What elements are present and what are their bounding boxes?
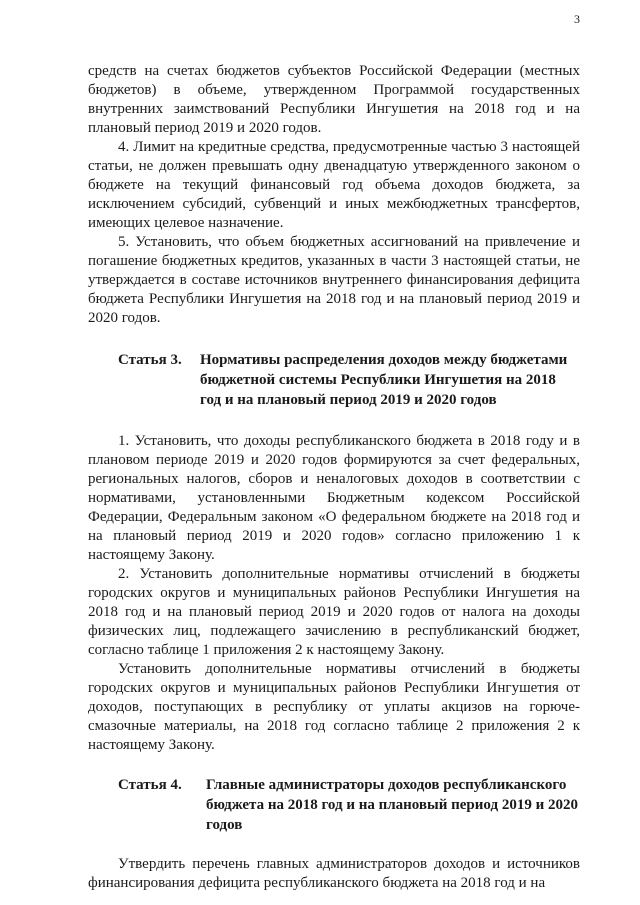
article-3-number: Статья 3.: [118, 352, 182, 368]
article-3-heading: [118, 350, 580, 410]
page-number: 3: [574, 12, 580, 26]
paragraph-item-5: 5. Установить, что объем бюджетных ассигнований на привлечение и погашение бюджетных кредитов, указанных в части 3 настоящей статьи, не утверждается в составе источников внутреннего финансирования дефицита бюджета Республики Ингушетия на 2018 год и на плановый период 2019 и 2020 годов.: [88, 234, 580, 326]
document-body: [88, 62, 580, 893]
paragraph-article3-item-1: 1. Установить, что доходы республиканского бюджета в 2018 году и в плановом периоде 2019 и 2020 годов формируются за счет федеральных, региональных налогов, сборов и неналоговых доходов в соответствии с нормативами, установленными Бюджетным кодексом Российской Федерации, Федеральным законом «О федеральном бюджете на 2018 год и на плановый период 2019 и 2020 годов» согласно приложению 1 к настоящему Закону.: [88, 433, 580, 563]
paragraph-continuation: средств на счетах бюджетов субъектов Российской Федерации (местных бюджетов) в объеме, утвержденном Программой государственных внутренних заимствований Республики Ингушетия на 2018 год и на плановый период 2019 и 2020 годов.: [88, 63, 580, 136]
paragraph-article3-additional: Установить дополнительные нормативы отчислений в бюджеты городских округов и муниципальных районов Республики Ингушетия от доходов, поступающих в республику от уплаты акцизов на горюче-смазочные материалы, на 2018 год согласно таблице 2 приложения 2 к настоящему Закону.: [88, 661, 580, 753]
paragraph-article3-item-2: 2. Установить дополнительные нормативы отчислений в бюджеты городских округов и муниципальных районов Республики Ингушетия на 2018 год и на плановый период 2019 и 2020 годов от налога на доходы физических лиц, подлежащего зачислению в республиканский бюджет, согласно таблице 1 приложения 2 к настоящему Закону.: [88, 566, 580, 658]
article-4-heading: [118, 775, 580, 835]
article-4-number: Статья 4.: [118, 777, 182, 793]
paragraph-item-4: 4. Лимит на кредитные средства, предусмотренные частью 3 настоящей статьи, не должен превышать одну двенадцатую утвержденного законом о бюджете на текущий финансовый год объема доходов бюджета, за исключением субсидий, субвенций и иных межбюджетных трансфертов, имеющих целевое назначение.: [88, 139, 580, 231]
article-3-title: Нормативы распределения доходов между бюджетами бюджетной системы Республики Ингушетия на 2018 год и на плановый период 2019 и 2020 годов: [200, 352, 568, 408]
article-4-title: Главные администраторы доходов республиканского бюджета на 2018 год и на плановый период 2019 и 2020 годов: [206, 777, 578, 833]
paragraph-article4-text: Утвердить перечень главных администраторов доходов и источников финансирования дефицита республиканского бюджета на 2018 год и на: [88, 856, 580, 891]
